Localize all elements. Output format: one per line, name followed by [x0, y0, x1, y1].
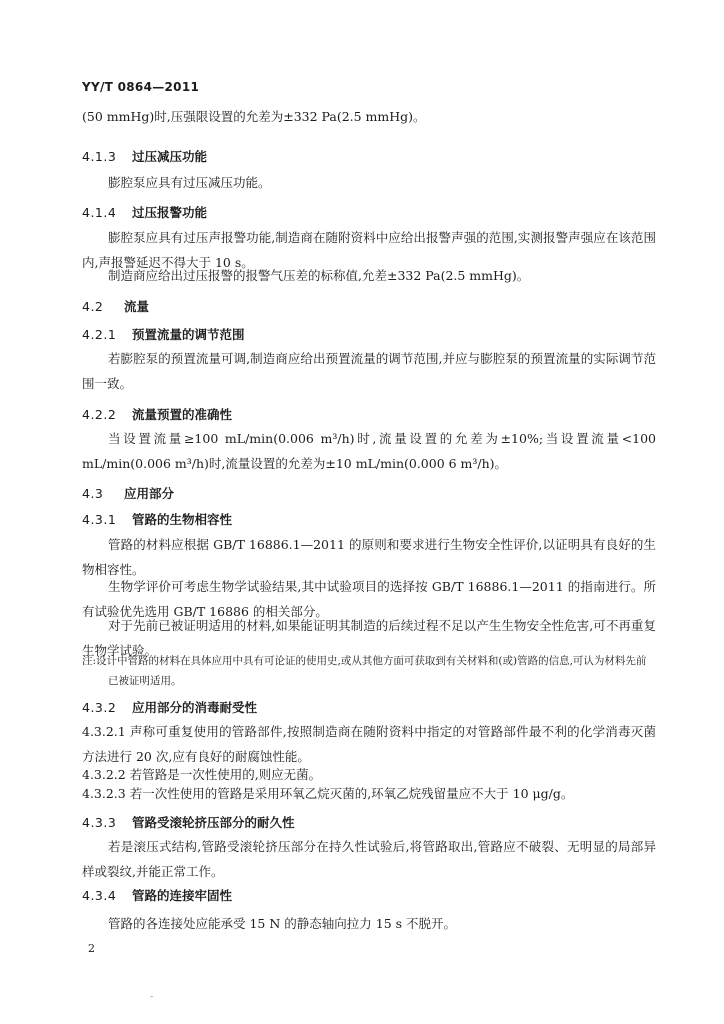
paragraph: 膨腔泵应具有过压减压功能。 — [108, 175, 271, 190]
section-title: 过压减压功能 — [132, 149, 208, 164]
section-4-2-heading — [82, 297, 149, 315]
section-number: 4.1.4 — [82, 205, 117, 220]
paragraph-4-3-2-2: 4.3.2.2 若管路是一次性使用的,则应无菌。 — [82, 767, 322, 782]
paragraph-4-3-2-1: 4.3.2.1 声称可重复使用的管路部件,按照制造商在随附资料中指定的对管路部件最不利的化学消毒灭菌方法进行 20 次,应有良好的耐腐蚀性能。 — [82, 724, 656, 764]
section-4-3-heading — [82, 484, 174, 502]
section-title: 应用部分的消毒耐受性 — [132, 700, 258, 715]
section-number: 4.3.2 — [82, 700, 117, 715]
section-title: 过压报警功能 — [132, 205, 208, 220]
paragraph: 对于先前已被证明适用的材料,如果能证明其制造的后续过程不足以产生生物安全性危害,可不再重复生物学试验。 — [82, 618, 656, 658]
section-number: 4.2.1 — [82, 327, 117, 342]
section-number: 4.1.3 — [82, 149, 117, 164]
paragraph: 生物学评价可考虑生物学试验结果,其中试验项目的选择按 GB/T 16886.1—2011 的指南进行。所有试验优先选用 GB/T 16886 的相关部分。 — [82, 579, 656, 619]
section-4-3-2-heading — [82, 698, 257, 716]
section-number: 4.3.3 — [82, 815, 117, 830]
section-number: 4.3.1 — [82, 512, 117, 527]
page-number: 2 — [88, 942, 95, 955]
section-number: 4.2 — [82, 299, 104, 314]
scan-speck — [150, 996, 153, 997]
section-title: 流量 — [124, 299, 150, 314]
paragraph: 若膨腔泵的预置流量可调,制造商应给出预置流量的调节范围,并应与膨腔泵的预置流量的实际调节范围一致。 — [82, 351, 656, 391]
section-number: 4.3 — [82, 486, 104, 501]
section-title: 应用部分 — [124, 486, 175, 501]
paragraph-continuation: (50 mmHg)时,压强限设置的允差为±332 Pa(2.5 mmHg)。 — [82, 109, 426, 124]
section-4-1-3-heading — [82, 147, 207, 165]
section-4-3-3-heading — [82, 813, 295, 831]
paragraph: 制造商应给出过压报警的报警气压差的标称值,允差±332 Pa(2.5 mmHg)。 — [108, 268, 530, 283]
section-4-3-4-heading — [82, 886, 232, 904]
section-title: 预置流量的调节范围 — [132, 327, 245, 342]
note: 注:设计中管路的材料在具体应用中具有可论证的使用史,或从其他方面可获取到有关材料和(或)管路的信息,可认为材料先前已被证明适用。 — [82, 655, 647, 687]
section-number: 4.2.2 — [82, 407, 117, 422]
paragraph: 当设置流量≥100 mL/min(0.006 m³/h)时,流量设置的允差为±10%;当设置流量<100 mL/min(0.006 m³/h)时,流量设置的允差为±10 mL/min(0.000 6 m³/h)。 — [82, 431, 656, 471]
section-4-1-4-heading — [82, 203, 207, 221]
section-title: 管路受滚轮挤压部分的耐久性 — [132, 815, 295, 830]
section-title: 流量预置的准确性 — [132, 407, 233, 422]
paragraph-4-3-2-3: 4.3.2.3 若一次性使用的管路是采用环氧乙烷灭菌的,环氧乙烷残留量应不大于 10 μg/g。 — [82, 786, 574, 801]
section-4-3-1-heading — [82, 510, 232, 528]
section-4-2-1-heading — [82, 325, 245, 343]
paragraph: 膨腔泵应具有过压声报警功能,制造商在随附资料中应给出报警声强的范围,实测报警声强应在该范围内,声报警延迟不得大于 10 s。 — [82, 230, 656, 270]
section-title: 管路的连接牢固性 — [132, 888, 233, 903]
section-number: 4.3.4 — [82, 888, 117, 903]
paragraph: 管路的各连接处应能承受 15 N 的静态轴向拉力 15 s 不脱开。 — [108, 916, 457, 931]
paragraph: 若是滚压式结构,管路受滚轮挤压部分在持久性试验后,将管路取出,管路应不破裂、无明显的局部异样或裂纹,并能正常工作。 — [82, 839, 656, 879]
standard-code: YY/T 0864—2011 — [82, 80, 200, 94]
section-title: 管路的生物相容性 — [132, 512, 233, 527]
paragraph: 管路的材料应根据 GB/T 16886.1—2011 的原则和要求进行生物安全性评价,以证明具有良好的生物相容性。 — [82, 537, 656, 577]
section-4-2-2-heading — [82, 405, 232, 423]
